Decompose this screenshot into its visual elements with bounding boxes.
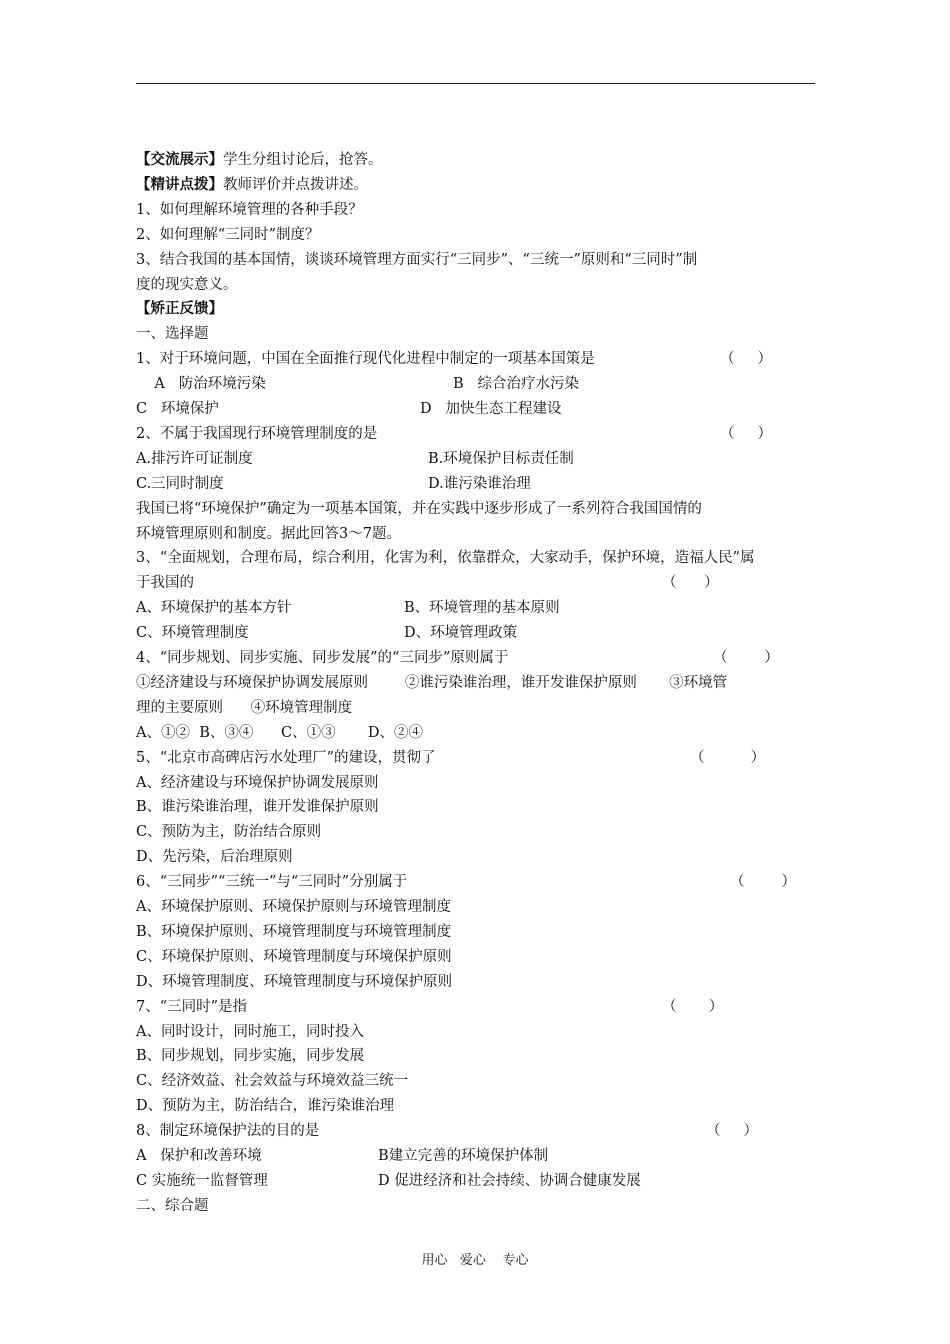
text-line [136, 399, 219, 419]
option-column-2: D 促进经济和社会持续、协调合健康发展 [378, 1172, 641, 1189]
line-text: 学生分组讨论后，抢答。 [223, 152, 383, 168]
text-line [136, 822, 321, 842]
text-line [136, 275, 238, 295]
line-text: C 实施统一监督管理 [136, 1172, 268, 1189]
text-line [136, 723, 423, 743]
answer-bracket: （ ） [720, 425, 773, 442]
option-column-2: B、环境管理的基本原则 [404, 600, 560, 617]
option-column-2: D 加快生态工程建设 [420, 401, 562, 417]
text-line [136, 997, 247, 1017]
text-line [136, 797, 379, 817]
text-line [136, 499, 702, 519]
text-line [136, 1146, 262, 1166]
text-line [136, 972, 452, 992]
line-text: 2、不属于我国现行环境管理制度的是 [136, 425, 378, 442]
text-line [136, 1121, 319, 1141]
answer-bracket: （ ） [720, 351, 773, 368]
line-text: 度的现实意义。 [136, 276, 238, 293]
text-line [136, 648, 508, 668]
text-line [136, 1022, 364, 1042]
text-line [136, 897, 451, 917]
page-footer: 用心 爱心 专心 [421, 1253, 529, 1268]
text-line [136, 299, 223, 319]
answer-bracket: （ ） [713, 650, 779, 666]
line-text: 7、“三同时”是指 [136, 998, 248, 1015]
option-column-2: B建立完善的环境保护体制 [378, 1148, 549, 1164]
text-line [136, 1196, 209, 1216]
text-line [136, 598, 291, 618]
text-line [136, 872, 407, 892]
line-text: 于我国的 [136, 575, 194, 592]
line-text: 1、如何理解环境管理的各种手段？ [136, 201, 363, 218]
text-line [136, 449, 253, 469]
text-line [136, 673, 727, 693]
answer-bracket: （ ） [662, 998, 724, 1015]
text-line [136, 1171, 268, 1191]
line-text: C、环境管理制度 [136, 625, 249, 642]
text-line [136, 349, 595, 369]
line-text: B、环境保护原则、环境管理制度与环境管理制度 [136, 923, 452, 940]
line-text: 1、对于环境问题，中国在全面推行现代化进程中制定的一项基本国策是 [136, 351, 595, 368]
line-text: C、经济效益、社会效益与环境效益三统一 [136, 1073, 409, 1090]
line-text: C、预防为主，防治结合原则 [136, 824, 322, 841]
section-label: 【矫正反馈】 [136, 300, 223, 318]
text-line [136, 324, 209, 344]
line-text: 3、结合我国的基本国情，谈谈环境管理方面实行“三同步”、“三统一”原则和“三同时”制 [136, 251, 698, 268]
section-label: 【精讲点拨】 [136, 175, 223, 193]
answer-bracket: （ ） [690, 749, 766, 766]
answer-bracket: （ ） [730, 874, 796, 891]
line-text: 8、制定环境保护法的目的是 [136, 1123, 320, 1140]
text-line [136, 200, 363, 220]
text-line [136, 548, 755, 568]
option-column-2: D、环境管理政策 [404, 625, 518, 642]
text-line [136, 225, 320, 245]
line-text: A、经济建设与环境保护协调发展原则 [136, 774, 379, 791]
text-line [136, 250, 697, 270]
option-column-2: B.环境保护目标责任制 [428, 450, 574, 467]
line-text: 3、“全面规划，合理布局，综合利用，化害为利，依靠群众，大家动手，保护环境，造福人民”属 [136, 550, 755, 567]
text-line [136, 474, 224, 494]
line-text: 我国已将“环境保护”确定为一项基本国策，并在实践中逐步形成了一系列符合我国国情的 [136, 500, 702, 517]
line-text: D、先污染，后治理原则 [136, 849, 293, 866]
text-line [136, 947, 452, 967]
line-text: 5、“北京市高碑店污水处理厂”的建设，贯彻了 [136, 749, 436, 766]
text-line [136, 748, 436, 768]
text-line [136, 524, 401, 544]
text-line [136, 175, 368, 195]
line-text: A 防治环境污染 [136, 376, 266, 393]
line-text: 一、选择题 [136, 326, 209, 343]
line-text: B、谁污染谁治理，谁开发谁保护原则 [136, 799, 379, 816]
text-line [136, 1071, 408, 1091]
option-column-2: B 综合治疗水污染 [453, 376, 579, 393]
line-text: A 保护和改善环境 [136, 1148, 262, 1164]
text-line [136, 773, 378, 793]
text-line [136, 922, 451, 942]
line-text: ①经济建设与环境保护协调发展原则 ②谁污染谁治理，谁开发谁保护原则 ③环境管 [136, 674, 728, 691]
header-rule [136, 83, 815, 84]
line-text: C.三同时制度 [136, 475, 224, 492]
line-text: 理的主要原则 ④环境管理制度 [136, 699, 353, 716]
line-text: 二、综合题 [136, 1197, 209, 1214]
line-text: A、环境保护原则、环境保护原则与环境管理制度 [136, 899, 451, 915]
section-label: 【交流展示】 [136, 151, 223, 168]
line-text: 环境管理原则和制度。据此回答3～7题。 [136, 525, 401, 542]
text-line [136, 424, 377, 444]
line-text: C 环境保护 [136, 401, 219, 417]
line-text: 2、如何理解“三同时”制度？ [136, 226, 320, 243]
line-text: 教师评价并点拨讲述。 [223, 176, 368, 193]
line-text: 4、“同步规划、同步实施、同步发展”的“三同步”原则属于 [136, 650, 509, 666]
text-line [136, 698, 352, 718]
line-text: B、同步规划，同步实施，同步发展 [136, 1048, 365, 1065]
answer-bracket: （ ） [706, 1123, 759, 1140]
text-line [136, 1096, 394, 1116]
line-text: D、环境管理制度、环境管理制度与环境保护原则 [136, 973, 453, 990]
option-column-2: D.谁污染谁治理 [428, 475, 531, 492]
text-line [136, 374, 266, 394]
text-line [136, 573, 194, 593]
line-text: D、预防为主，防治结合，谁污染谁治理 [136, 1098, 395, 1115]
line-text: A、①② B、③④ C、①③ D、②④ [136, 724, 423, 741]
line-text: A、同时设计，同时施工，同时投入 [136, 1023, 364, 1040]
text-line [136, 1046, 364, 1066]
text-line [136, 150, 383, 170]
text-line [136, 847, 293, 867]
answer-bracket: （ ） [662, 575, 719, 592]
text-line [136, 623, 249, 643]
line-text: A、环境保护的基本方针 [136, 600, 292, 617]
line-text: 6、“三同步”“三统一”与“三同时”分别属于 [136, 874, 408, 891]
line-text: A.排污许可证制度 [136, 450, 253, 467]
line-text: C、环境保护原则、环境管理制度与环境保护原则 [136, 948, 452, 965]
